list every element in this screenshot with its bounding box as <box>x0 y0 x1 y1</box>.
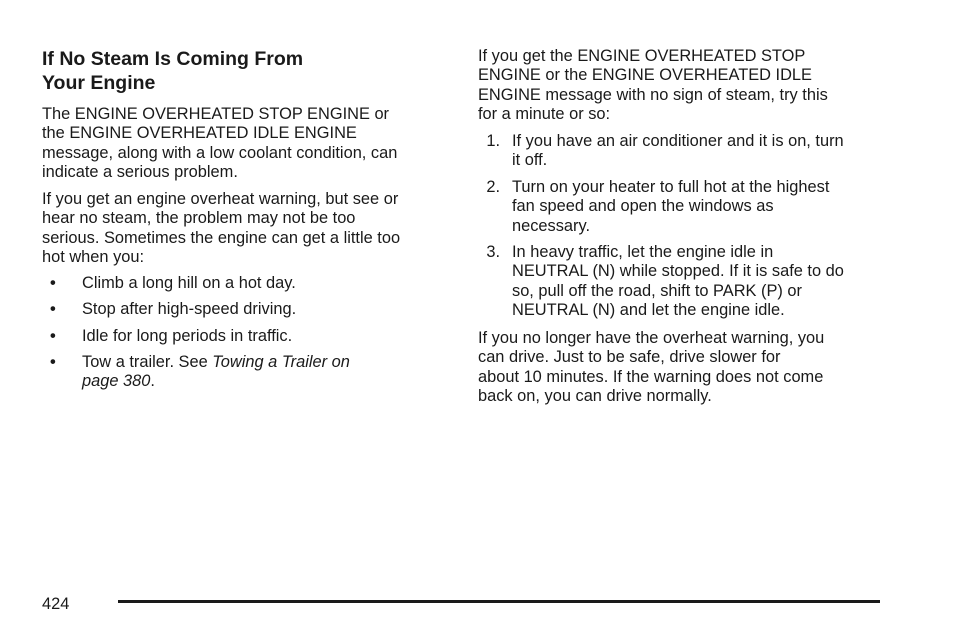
text-line: hear no steam, the problem may not be too <box>42 209 356 228</box>
page-number: 424 <box>42 595 70 613</box>
text-line: Turn on your heater to full hot at the highest <box>512 178 830 196</box>
right-intro-paragraph <box>478 47 828 125</box>
section-heading <box>42 47 422 95</box>
right-closing-paragraph <box>478 329 824 407</box>
text-line: NEUTRAL (N) while stopped. If it is safe to do <box>512 262 844 281</box>
text-line: fan speed and open the windows as <box>512 197 774 216</box>
text-line: ENGINE or the ENGINE OVERHEATED IDLE <box>478 66 812 85</box>
text-line: can drive. Just to be safe, drive slower for <box>478 348 781 367</box>
numbered-step <box>478 132 888 172</box>
heading-line-2: Your Engine <box>42 72 156 94</box>
numbered-step <box>478 178 888 238</box>
text-line: it off. <box>512 151 548 170</box>
bullet-icon: • <box>50 327 56 345</box>
text-line: so, pull off the road, shift to PARK (P) or <box>512 281 803 300</box>
footer-rule <box>118 600 880 603</box>
list-item-text: Idle for long periods in traffic. <box>82 327 293 345</box>
step-number: 2. <box>486 178 500 196</box>
list-item-text <box>82 353 350 392</box>
left-paragraph-1 <box>42 105 397 183</box>
step-number: 1. <box>486 132 500 150</box>
text-line: for a minute or so: <box>478 105 611 124</box>
bullet-suffix: . <box>150 372 155 391</box>
bullet-prefix: Tow a trailer. See <box>82 353 213 371</box>
text-line: If you get the ENGINE OVERHEATED STOP <box>478 47 806 65</box>
bullet-icon: • <box>50 353 56 371</box>
cross-reference-page[interactable]: page 380 <box>82 372 151 391</box>
step-number: 3. <box>486 243 500 261</box>
text-line: serious. Sometimes the engine can get a little too <box>42 228 401 247</box>
step-text <box>512 243 844 321</box>
list-item-text: Stop after high-speed driving. <box>82 300 297 318</box>
step-text <box>512 132 844 171</box>
text-line: hot when you: <box>42 248 145 267</box>
bullet-icon: • <box>50 300 56 318</box>
text-line: back on, you can drive normally. <box>478 387 712 406</box>
step-text <box>512 178 829 236</box>
list-item <box>50 353 430 393</box>
text-line: about 10 minutes. If the warning does not come <box>478 367 824 386</box>
list-item-text: Climb a long hill on a hot day. <box>82 274 296 292</box>
heading-line-1: If No Steam Is Coming From <box>42 48 304 70</box>
text-line: the ENGINE OVERHEATED IDLE ENGINE <box>42 124 357 143</box>
cross-reference-link[interactable]: Towing a Trailer on <box>212 353 350 371</box>
bullet-icon: • <box>50 274 56 292</box>
text-line: If you get an engine overheat warning, but see or <box>42 190 399 208</box>
text-line: If you no longer have the overheat warning, you <box>478 329 825 347</box>
left-paragraph-2 <box>42 190 400 268</box>
text-line: ENGINE message with no sign of steam, try this <box>478 85 828 104</box>
text-line: message, along with a low coolant condition, can <box>42 143 398 162</box>
text-line: In heavy traffic, let the engine idle in <box>512 243 774 261</box>
text-line: The ENGINE OVERHEATED STOP ENGINE or <box>42 105 390 123</box>
text-line: necessary. <box>512 216 591 235</box>
text-line: NEUTRAL (N) and let the engine idle. <box>512 301 785 320</box>
text-line: If you have an air conditioner and it is on, turn <box>512 132 844 150</box>
text-line: indicate a serious problem. <box>42 163 238 182</box>
numbered-step <box>478 243 888 323</box>
